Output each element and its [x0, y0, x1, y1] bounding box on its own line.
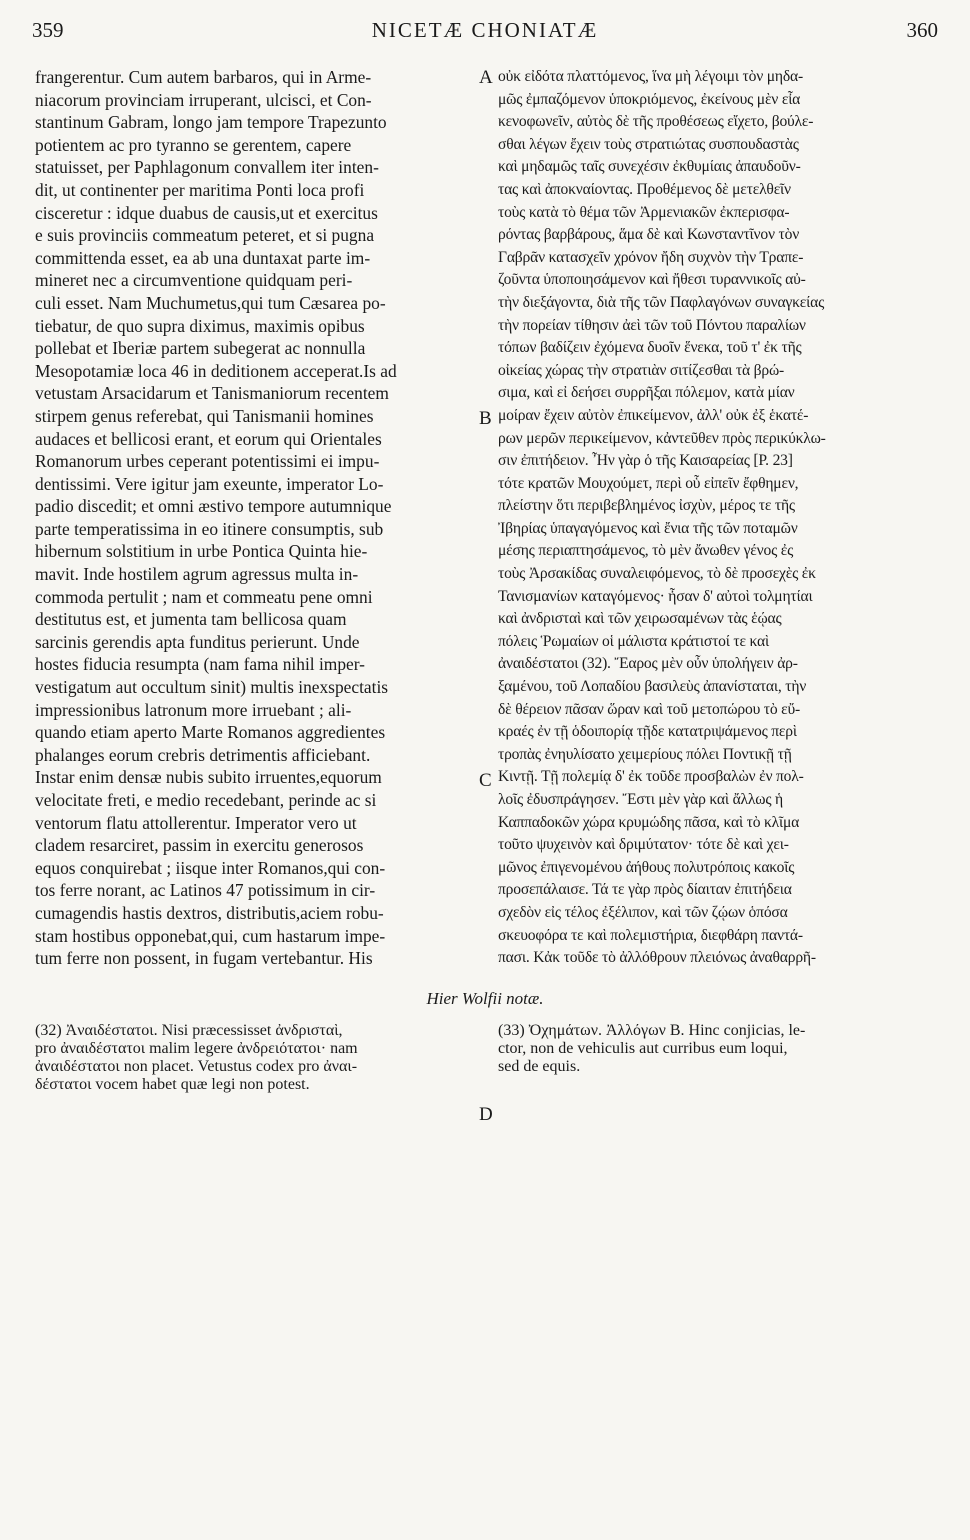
note-text-line: (33) Ὀχημάτων. Ἀλλόγων B. Hinc conjicias, le-: [498, 1022, 806, 1039]
greek-text-line: μοίραν ἔχειν αὐτὸν ἐπικείμενον, ἀλλ' οὐκ ἐξ ἑκατέ-: [498, 406, 809, 424]
greek-text-line: ξαμένου, τοῦ Λοπαδίου βασιλεὺς ἀπανίσταται, τὴν: [498, 678, 807, 696]
margin-marker-b: B: [479, 408, 492, 429]
margin-marker-c: C: [479, 770, 492, 791]
latin-text-line: mineret nec a circumventione quidquam peri-: [35, 270, 353, 291]
greek-text-line: τροπὰς ἐνηυλίσατο χειμερίους πόλει Ποντικῇ τῇ: [498, 745, 792, 763]
greek-column: [498, 66, 938, 971]
greek-text-line: ρων μερῶν περικείμενον, κἀντεῦθεν πρὸς περικύκλω-: [498, 429, 826, 447]
latin-text-line: destitutus est, et jumenta tam bellicosa quam: [35, 609, 347, 630]
margin-marker-d: D: [479, 1104, 493, 1125]
greek-text-line: ρόντας βαρβάρους, ἅμα δὲ καὶ Κωνσταντῖνον τὸν: [498, 226, 800, 244]
greek-text-line: Κιντῇ. Τῇ πολεμίᾳ δ' ἐκ τοῦδε προσβαλὼν ἐν πολ-: [498, 768, 804, 786]
latin-text-line: ventorum flatu attollerentur. Imperator vero ut: [35, 812, 357, 833]
latin-text-line: cumagendis hastis dextros, distributis,aciem robu-: [35, 902, 384, 923]
latin-text-line: impressionibus latronum more irruebant ; ali-: [35, 699, 352, 720]
note-text-line: (32) Ἀναιδέστατοι. Nisi præcessisset ἀνδρισταὶ,: [35, 1022, 343, 1039]
greek-text-line: τὴν πορείαν τίθησιν ἀεὶ τῶν τοῦ Πόντου παραλίων: [498, 316, 806, 334]
latin-text-line: tos ferre norant, ac Latinos 47 potissimum in cir-: [35, 880, 376, 901]
note-text-line: ctor, non de vehiculis aut curribus eum loqui,: [498, 1040, 788, 1057]
latin-text-line: vetustam Arsacidarum et Tanismaniorum recentem: [35, 383, 389, 404]
note-text-line: sed de equis.: [498, 1058, 581, 1075]
greek-text-line: τὴν διεξάγοντα, διὰ τῆς τῶν Παφλαγόνων συναγκείας: [498, 293, 825, 311]
latin-text-line: potientem ac pro tyranno se gerentem, capere: [35, 134, 352, 155]
latin-column: [35, 66, 470, 971]
greek-text-line: ζοῦντα ὑποποιησάμενον καὶ ἤθεσι τυραννικοῖς αὐ-: [498, 271, 806, 289]
latin-text-line: frangerentur. Cum autem barbaros, qui in Arme-: [35, 67, 372, 87]
greek-text-line: πασι. Κἀκ τοῦδε τὸ ἀλλόθρουν πλειόνως ἀναθαρρῆ-: [498, 949, 816, 967]
latin-text-line: [35, 970, 470, 971]
greek-text-line: Γαβρᾶν κατασχεῖν χρόνον ἤδη συχνὸν τὴν Τραπε-: [498, 248, 804, 266]
latin-text-line: parte temperatissima in eo itinere consumptis, sub: [35, 518, 384, 539]
latin-text-line: tum ferre non possent, in fugam vertebantur. His: [35, 948, 373, 969]
greek-text-line: [498, 970, 938, 971]
greek-text-line: σιμα, καὶ εἰ δεήσει συρρῆξαι πόλεμον, κατὰ μίαν: [498, 384, 795, 402]
latin-text-line: pollebat et Iberiæ partem subegerat ac nonnulla: [35, 338, 366, 359]
greek-text-line: καὶ ἀνδρισταὶ καὶ τῶν χειρωσαμένων τὰς ἑῴας: [498, 610, 782, 628]
greek-text-line: τότε κρατῶν Μουχούμετ, περὶ οὗ εἰπεῖν ἔφθημεν,: [498, 474, 799, 492]
page-number-right: 360: [906, 18, 938, 42]
latin-text-line: statuisset, per Paphlagonum convallem iter inten-: [35, 157, 379, 178]
greek-text-line: πόλεις Ῥωμαίων οἱ μάλιστα κράτιστοί τε καὶ: [498, 632, 770, 650]
footnote-32: [35, 1022, 455, 1094]
latin-text-line: audaces et bellicosi erant, et eorum qui Orientales: [35, 428, 382, 449]
latin-text-line: Instar enim densæ nubis subito irruentes,equorum: [35, 767, 382, 788]
greek-text-line: Καππαδοκῶν χώρα κρυμώδης πᾶσα, καὶ τὸ κλῖμα: [498, 813, 800, 831]
greek-text-line: Ἰβηρίας ὑπαγαγόμενος καὶ ἔνια τῆς τῶν ποταμῶν: [498, 519, 798, 537]
greek-text-line: δὲ θέρειον πᾶσαν ὥραν καὶ τοῦ μετοπώρου τὸ εὔ-: [498, 700, 801, 718]
greek-text-line: τοὺς κατὰ τὸ θέμα τῶν Ἀρμενιακῶν ἐκπερισφα-: [498, 203, 790, 221]
latin-text-line: niacorum provinciam irruperant, ulcisci, et Con-: [35, 89, 372, 110]
latin-text-line: padio discedit; et omni æstivo tempore autumnique: [35, 496, 392, 517]
latin-text-line: dit, ut continenter per maritima Ponti loca profi: [35, 179, 365, 200]
latin-text-line: vestigatum aut occultum sinit) multis inexspectatis: [35, 677, 389, 698]
note-text-line: δέστατοι vocem habet quæ legi non potest.: [35, 1076, 310, 1093]
running-header: [32, 18, 938, 52]
notes-title: Hier Wolfii notæ.: [426, 989, 544, 1008]
greek-text-line: τοῦτο ψυχεινὸν καὶ δριμύτατον· τότε δὲ καὶ χει-: [498, 836, 789, 854]
latin-text-line: mavit. Inde hostilem agrum agressus multa in-: [35, 564, 359, 585]
note-text-line: pro ἀναιδέστατοι malim legere ἀνδρειότατοι· nam: [35, 1040, 358, 1057]
latin-text-line: tiebatur, de quo supra diximus, maximis opibus: [35, 315, 365, 336]
greek-text-line: λοῖς ἐδυσπράγησεν. Ἔστι μὲν γὰρ καὶ ἄλλως ἡ: [498, 791, 783, 808]
latin-text-line: phalanges eorum crebris detrimentis afficiebant.: [35, 744, 371, 765]
latin-text-line: e suis provinciis commeatum peteret, et si pugna: [35, 225, 375, 246]
greek-text-line: κενοφωνεῖν, αὐτὸς δὲ τῆς προθέσεως εἴχετο, βούλε-: [498, 113, 814, 131]
greek-text-line: σθαι λέγων ἔχειν τοὺς στρατιώτας συσπουδαστὰς: [498, 135, 799, 153]
greek-text-line: οἰκείας χώρας τὴν στρατιὰν σιτίζεσθαι τὰ βρώ-: [498, 361, 784, 379]
greek-text-line: κραές ἐν τῇ ὁδοιπορίᾳ τῇδε κατατριψάμενος περὶ: [498, 723, 797, 741]
greek-text-line: καὶ μηδαμῶς ταῖς συνεχέσιν ἐκθυμίαις ἀπαυδοῦν-: [498, 158, 801, 176]
page-number-left: 359: [32, 18, 64, 42]
greek-text-line: μῶς ἐμπαζόμενον ὑποκριόμενος, ἐκείνους μὲν εἶα: [498, 90, 801, 108]
latin-text-line: stantinum Gabram, longo jam tempore Trapezunto: [35, 112, 387, 133]
latin-text-line: Mesopotamiæ loca 46 in deditionem acceperat.Is ad: [35, 360, 397, 381]
latin-text-line: velocitate freti, e medio recedebant, perinde ac si: [35, 790, 377, 810]
latin-text-line: stam hostibus opponebat,qui, cum hastarum impe-: [35, 925, 386, 946]
greek-text-line: μέσης περιαπτησάμενος, τὸ μὲν ἄνωθεν γένος ἐς: [498, 542, 794, 560]
greek-text-line: οὐκ εἰδότα πλαττόμενος, ἵνα μὴ λέγοιμι τὸν μηδα-: [498, 68, 803, 85]
greek-text-line: σχεδὸν εἰς τέλος ἐξέλιπον, καὶ τῶν ζῴων ὁπόσα: [498, 903, 788, 921]
greek-text-line: τόπων βαδίζειν ἐχόμενα δυοῖν ἕνεκα, τοῦ τ' ἐκ τῆς: [498, 339, 802, 357]
footnote-33: [498, 1022, 928, 1076]
latin-text-line: Romanorum urbes ceperant potentissimi ei impu-: [35, 451, 380, 472]
latin-text-line: dentissimi. Vere igitur jam exeunte, imperator Lo-: [35, 473, 384, 494]
latin-text-line: hostes fiducia resumpta (nam fama nihil imper-: [35, 654, 365, 675]
running-title: NICETÆ CHONIATÆ: [371, 18, 599, 42]
latin-text-line: stirpem genus referebat, qui Tanismanii homines: [35, 405, 374, 426]
greek-text-line: σκευοφόρα τε καὶ πολεμιστήρια, διεφθάρη παντά-: [498, 926, 803, 944]
latin-text-line: hibernum solstitium in urbe Pontica Quinta hie-: [35, 541, 368, 562]
greek-text-line: προσεπάλαισε. Τά τε γὰρ πρὸς δίαιταν ἐπιτήδεια: [498, 881, 792, 899]
greek-text-line: πλείστην ὅτι περιβεβλημένος ἰσχὺν, μέρος τε τῆς: [498, 497, 795, 515]
latin-text-line: equos conquirebat ; iisque inter Romanos,qui con-: [35, 857, 386, 878]
greek-text-line: σιν ἐπιτήδειον. Ἦν γὰρ ὁ τῆς Καισαρείας [P. 23]: [498, 452, 793, 470]
latin-text-line: cladem resarciret, passim in exercitu generosos: [35, 835, 364, 856]
greek-text-line: Τανισμανίων καταγόμενος· ἦσαν δ' αὐτοὶ τολμητίαι: [498, 587, 813, 605]
latin-text-line: quando etiam aperto Marte Romanos aggredientes: [35, 722, 386, 743]
note-text-line: ἀναιδέστατοι non placet. Vetustus codex pro ἀναι-: [35, 1058, 358, 1075]
greek-text-line: τας καὶ ἀποκναίοντας. Προθέμενος δὲ μετελθεῖν: [498, 180, 791, 198]
greek-text-line: τοὺς Ἀρσακίδας συναλειφόμενος, τὸ δὲ προσεχὲς ἐκ: [498, 565, 816, 583]
latin-text-line: sarcinis gerendis apta funditus perierunt. Unde: [35, 631, 360, 652]
latin-text-line: commoda pertulit ; nam et commeatu pene omni: [35, 586, 373, 607]
greek-text-line: ἀναιδέστατοι (32). Ἔαρος μὲν οὖν ὑπολήγειν ἀρ-: [498, 655, 798, 673]
margin-marker-a: A: [479, 67, 493, 88]
latin-text-line: committenda esset, ea ab una duntaxat parte im-: [35, 247, 371, 268]
latin-text-line: cisceretur : idque duabus de causis,ut et exercitus: [35, 202, 378, 223]
latin-text-line: culi esset. Nam Muchumetus,qui tum Cæsarea po-: [35, 292, 386, 313]
greek-text-line: μῶνος ἐπιγενομένου ἀήθους πολυτρόποις κακοῖς: [498, 858, 795, 876]
